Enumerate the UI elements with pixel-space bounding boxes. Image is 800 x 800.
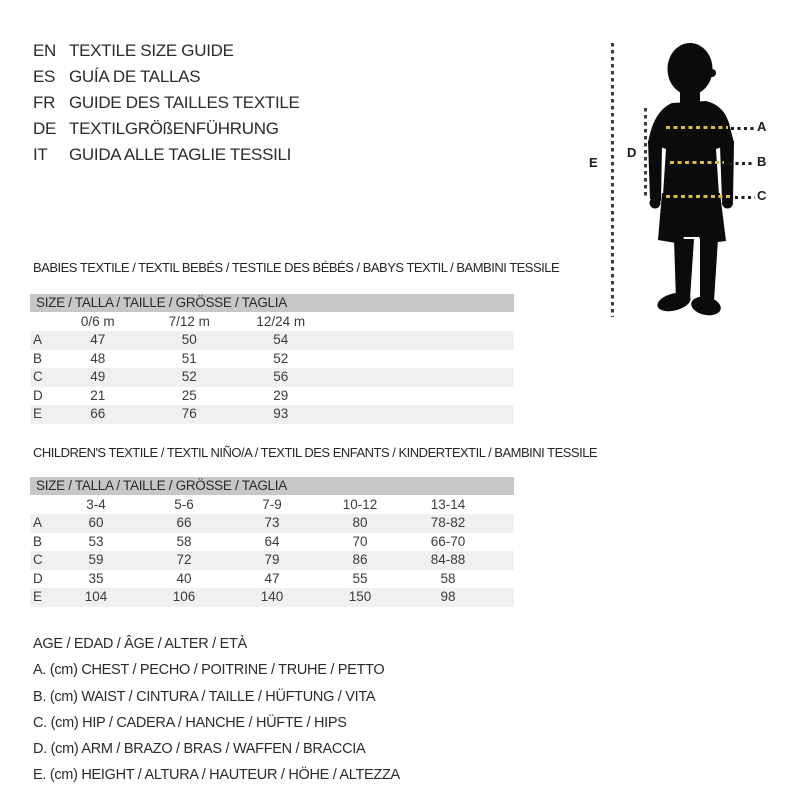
cell: 84-88 <box>430 552 466 568</box>
cell: 73 <box>264 515 280 530</box>
cell: 150 <box>348 589 372 605</box>
children-section-title: CHILDREN'S TEXTILE / TEXTIL NIÑO/A / TEXTIL DES ENFANTS / KINDERTEXTIL / BAMBINI TESSILE <box>33 445 598 460</box>
children-size-header-bar: SIZE / TALLA / TAILLE / GRÖSSE / TAGLIA <box>30 477 514 495</box>
lang-title: TEXTILGRÖßENFÜHRUNG <box>69 119 279 138</box>
cell: 58 <box>440 570 456 586</box>
cell: 56 <box>273 369 289 385</box>
row-label: D <box>33 387 43 403</box>
table-row <box>30 588 514 607</box>
cell: 53 <box>88 533 104 549</box>
cell: 51 <box>181 350 197 366</box>
row-label: A <box>33 515 43 530</box>
cell: 48 <box>90 350 106 366</box>
table-row <box>30 570 514 589</box>
empty-corner-cell <box>30 496 52 515</box>
cell: 72 <box>176 552 192 568</box>
measure-label-e: E <box>589 155 598 170</box>
cell: 29 <box>273 387 289 403</box>
table-row <box>30 350 514 369</box>
row-label: E <box>33 589 43 605</box>
children-col-header: 7-9 <box>262 497 282 512</box>
babies-column-headers <box>30 313 514 332</box>
children-column-headers <box>30 496 514 515</box>
lang-row-en <box>33 38 300 64</box>
legend-line-age: AGE / EDAD / ÂGE / ALTER / ETÀ <box>33 636 247 652</box>
language-title-list <box>33 38 300 168</box>
cell: 64 <box>264 533 280 549</box>
waist-measure-leader-b <box>729 162 755 165</box>
babies-size-header-bar: SIZE / TALLA / TAILLE / GRÖSSE / TAGLIA <box>30 294 514 312</box>
lang-title: TEXTILE SIZE GUIDE <box>69 41 234 60</box>
lang-code: FR <box>33 93 56 112</box>
cell: 66-70 <box>430 533 466 549</box>
children-table-rows <box>30 514 514 607</box>
lang-row-it <box>33 142 300 168</box>
cell: 70 <box>352 533 368 549</box>
legend-line-height: E. (cm) HEIGHT / ALTURA / HAUTEUR / HÖHE / ALTEZZA <box>33 767 400 784</box>
cell: 140 <box>260 589 284 605</box>
cell: 93 <box>273 406 289 422</box>
lang-title: GUIDA ALLE TAGLIE TESSILI <box>69 145 292 164</box>
table-row <box>30 551 514 570</box>
lang-row-es <box>33 64 300 90</box>
row-label: B <box>33 350 43 366</box>
cell: 66 <box>90 406 106 422</box>
children-col-header: 10-12 <box>342 497 378 512</box>
measure-label-a: A <box>757 119 767 134</box>
cell: 47 <box>264 570 280 586</box>
legend-line-waist: B. (cm) WAIST / CINTURA / TAILLE / HÜFTUNG / VITA <box>33 688 376 705</box>
babies-table-rows <box>30 331 514 424</box>
row-label: C <box>33 369 43 385</box>
row-label: B <box>33 533 43 549</box>
children-col-header: 3-4 <box>86 497 106 512</box>
cell: 50 <box>181 332 197 347</box>
empty-corner-cell <box>30 313 52 332</box>
lang-row-fr <box>33 90 300 116</box>
babies-col-header: 12/24 m <box>256 314 306 329</box>
lang-code: ES <box>33 67 56 86</box>
row-label: A <box>33 332 43 347</box>
lang-code: EN <box>33 41 57 60</box>
lang-code: IT <box>33 145 48 164</box>
cell: 25 <box>181 387 197 403</box>
cell: 80 <box>352 515 368 530</box>
children-col-header: 13-14 <box>430 497 466 512</box>
table-row <box>30 405 514 424</box>
row-label: D <box>33 570 43 586</box>
table-row <box>30 387 514 406</box>
waist-measure-line-b <box>670 161 724 164</box>
cell: 58 <box>176 533 192 549</box>
cell: 54 <box>273 332 289 347</box>
measurement-legend <box>33 631 400 789</box>
cell: 40 <box>176 570 192 586</box>
lang-row-de <box>33 116 300 142</box>
legend-line-chest: A. (cm) CHEST / PECHO / POITRINE / TRUHE / PETTO <box>33 662 385 679</box>
cell: 106 <box>172 589 196 605</box>
cell: 66 <box>176 515 192 530</box>
table-row <box>30 331 514 350</box>
lang-code: DE <box>33 119 57 138</box>
cell: 52 <box>273 350 289 366</box>
hip-measure-line-c <box>666 195 732 198</box>
cell: 76 <box>181 406 197 422</box>
row-label: E <box>33 406 43 422</box>
lang-title: GUÍA DE TALLAS <box>69 67 201 86</box>
cell: 35 <box>88 570 104 586</box>
table-row <box>30 514 514 533</box>
height-measure-line-e <box>611 43 614 317</box>
babies-col-header: 7/12 m <box>168 314 210 329</box>
cell: 49 <box>90 369 106 385</box>
row-label: C <box>33 552 43 568</box>
cell: 47 <box>90 332 106 347</box>
cell: 98 <box>440 589 456 605</box>
measure-label-b: B <box>757 154 767 169</box>
legend-line-arm: D. (cm) ARM / BRAZO / BRAS / WAFFEN / BRACCIA <box>33 741 366 758</box>
lang-title: GUIDE DES TAILLES TEXTILE <box>69 93 300 112</box>
chest-measure-line-a <box>666 126 728 129</box>
cell: 52 <box>181 369 197 385</box>
cell: 55 <box>352 570 368 586</box>
table-row <box>30 368 514 387</box>
babies-col-header: 0/6 m <box>80 314 115 329</box>
measure-label-c: C <box>757 188 767 203</box>
babies-section-title: BABIES TEXTILE / TEXTIL BEBÉS / TESTILE DES BÉBÉS / BABYS TEXTIL / BAMBINI TESSILE <box>33 260 560 275</box>
hip-measure-leader-c <box>735 196 755 199</box>
cell: 59 <box>88 552 104 568</box>
table-row <box>30 533 514 552</box>
cell: 78-82 <box>430 515 466 530</box>
children-col-header: 5-6 <box>174 497 194 512</box>
child-silhouette-icon <box>646 41 738 316</box>
cell: 104 <box>84 589 108 605</box>
cell: 86 <box>352 552 368 568</box>
cell: 60 <box>88 515 104 530</box>
cell: 21 <box>90 387 106 403</box>
measure-label-d: D <box>627 145 637 160</box>
cell: 79 <box>264 552 280 568</box>
legend-line-hip: C. (cm) HIP / CADERA / HANCHE / HÜFTE / HIPS <box>33 714 347 731</box>
chest-measure-leader-a <box>731 127 755 130</box>
